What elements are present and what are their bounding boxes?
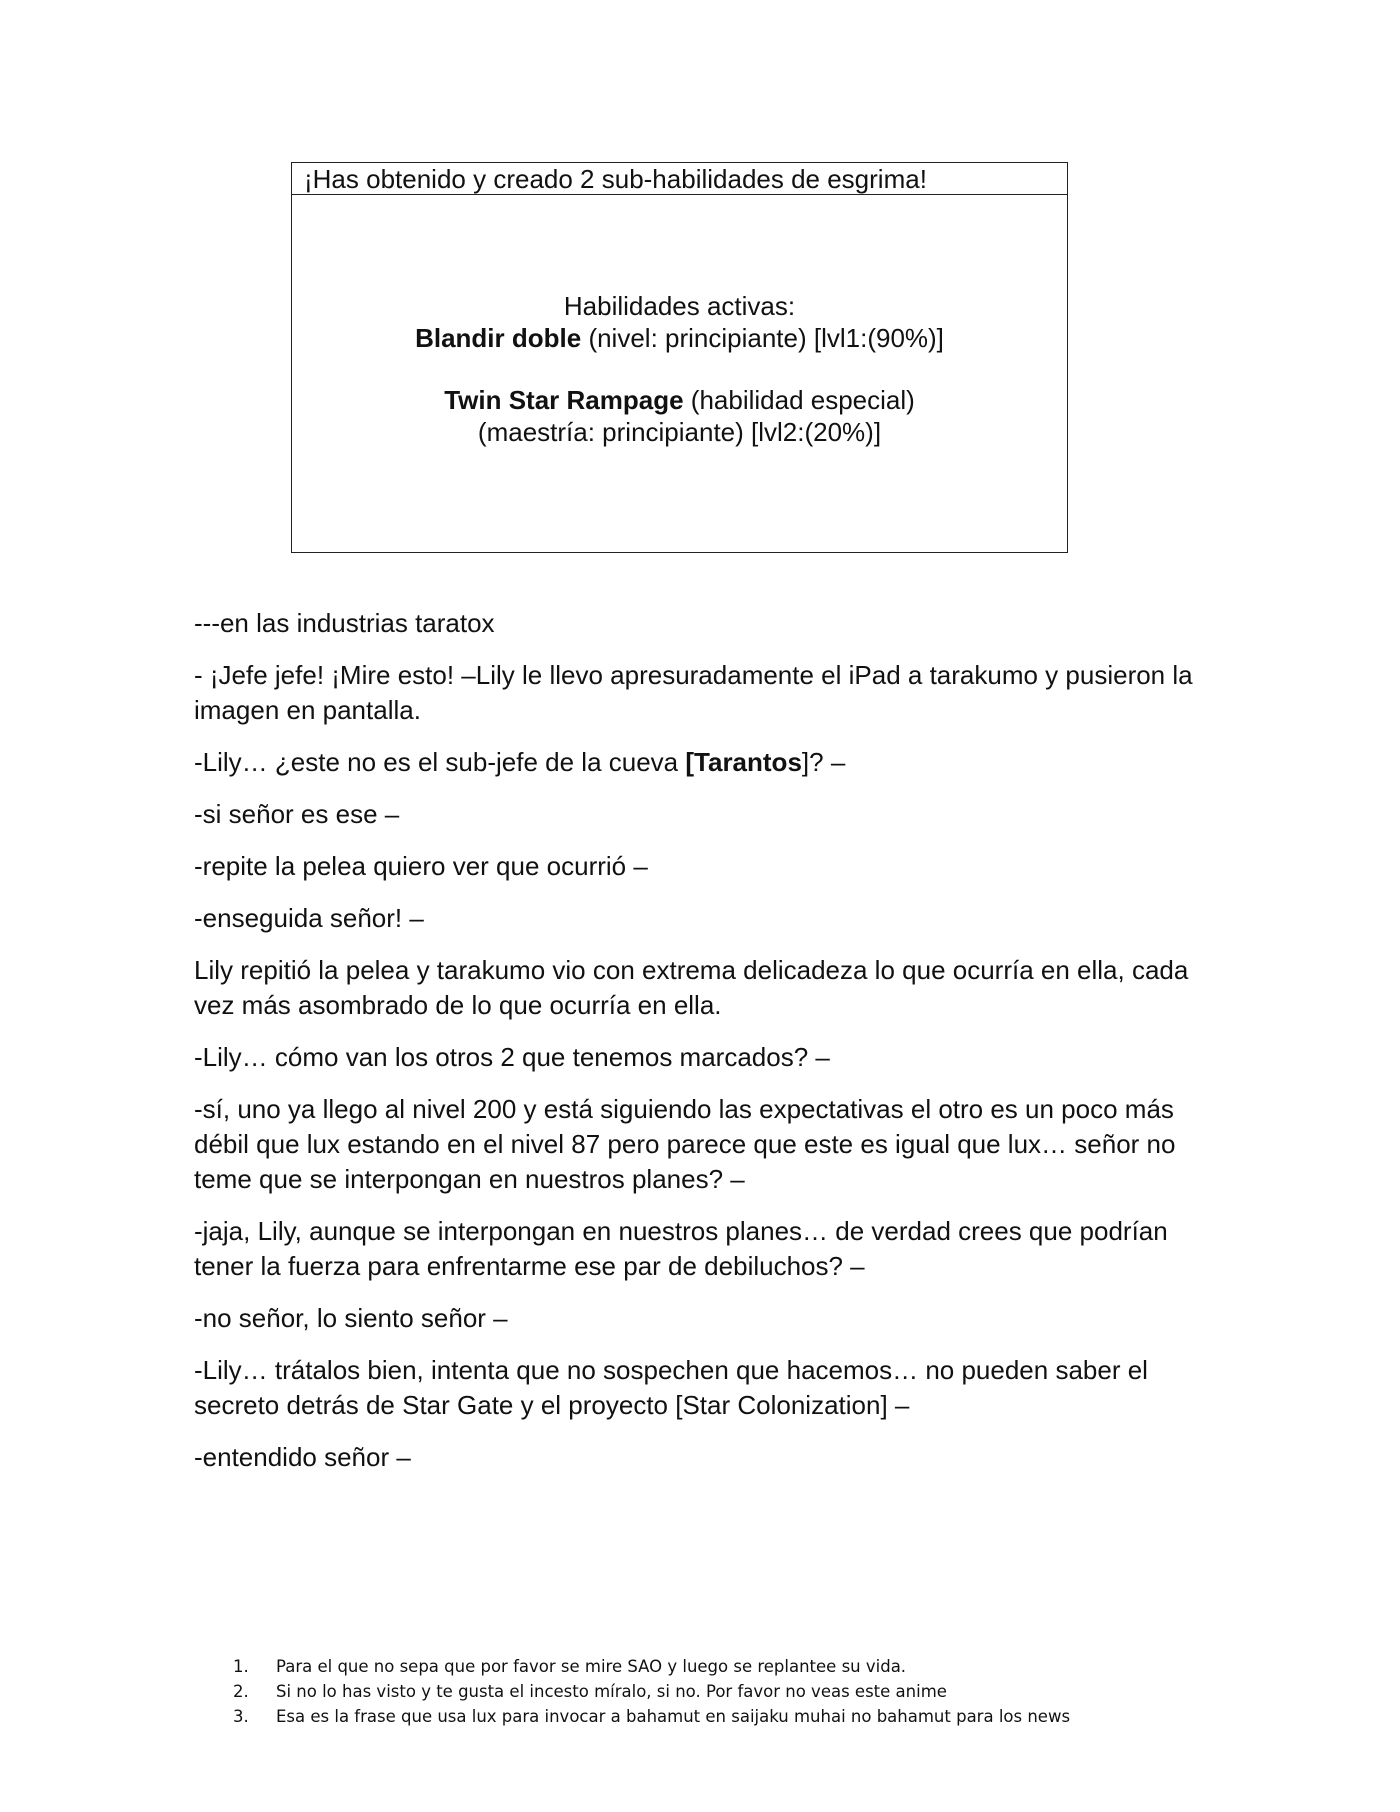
footnote: 1. Para el que no sepa que por favor se mire SAO y luego se replantee su vida. [233, 1657, 907, 1676]
skill-2-detail: (habilidad especial) [690, 385, 915, 415]
footnote: 3. Esa es la frase que usa lux para invocar a bahamut en saijaku muhai no bahamut para los news [233, 1707, 1071, 1726]
bold-bracket-open: [ [685, 747, 695, 777]
story-text [194, 606, 1234, 1492]
skill-1 [292, 322, 1067, 354]
skills-notification-box [291, 162, 1068, 553]
skill-2-mastery: (maestría: principiante) [lvl2:(20%)] [477, 417, 882, 447]
skill-2-name: Twin Star Rampage [444, 385, 684, 415]
paragraph: -no señor, lo siento señor – [194, 1303, 508, 1333]
bold-cave-name: Tarantos [694, 747, 802, 777]
notification-body [292, 195, 1067, 448]
paragraph: -si señor es ese – [194, 799, 400, 829]
paragraph: -Lily… trátalos bien, intenta que no sospechen que hacemos… no pueden saber el secreto detrás de Star Gate y el proyecto [Star Colonization] – [194, 1355, 1148, 1420]
paragraph: Lily repitió la pelea y tarakumo vio con extrema delicadeza lo que ocurría en ella, cada vez más asombrado de lo que ocurría en ella. [194, 955, 1189, 1020]
paragraph: -Lily… cómo van los otros 2 que tenemos marcados? – [194, 1042, 830, 1072]
paragraph: -enseguida señor! – [194, 903, 424, 933]
paragraph: - ¡Jefe jefe! ¡Mire esto! –Lily le llevo apresuradamente el iPad a tarakumo y pusieron la imagen en pantalla. [194, 660, 1193, 725]
paragraph: -entendido señor – [194, 1442, 411, 1472]
skill-2 [292, 384, 1067, 416]
paragraph: -jaja, Lily, aunque se interpongan en nuestros planes… de verdad crees que podrían tener la fuerza para enfrentarme ese par de debiluchos? – [194, 1216, 1168, 1281]
notification-header: ¡Has obtenido y creado 2 sub-habilidades de esgrima! [292, 163, 1067, 195]
scene-heading: ---en las industrias taratox [194, 608, 495, 638]
paragraph: -sí, uno ya llego al nivel 200 y está siguiendo las expectativas el otro es un poco más débil que lux estando en el nivel 87 pero parece que este es igual que lux… señor no teme que se interpongan en nuestros planes? – [194, 1094, 1176, 1194]
footnotes [233, 1654, 1133, 1729]
footnote: 2. Si no lo has visto y te gusta el incesto míralo, si no. Por favor no veas este anime [233, 1682, 947, 1701]
paragraph: -repite la pelea quiero ver que ocurrió – [194, 851, 648, 881]
active-skills-title: Habilidades activas: [563, 291, 796, 321]
paragraph: -Lily… ¿este no es el sub-jefe de la cueva [Tarantos]? – [194, 747, 846, 777]
skill-1-name: Blandir doble [415, 323, 582, 353]
skill-1-detail: (nivel: principiante) [lvl1:(90%)] [588, 323, 944, 353]
